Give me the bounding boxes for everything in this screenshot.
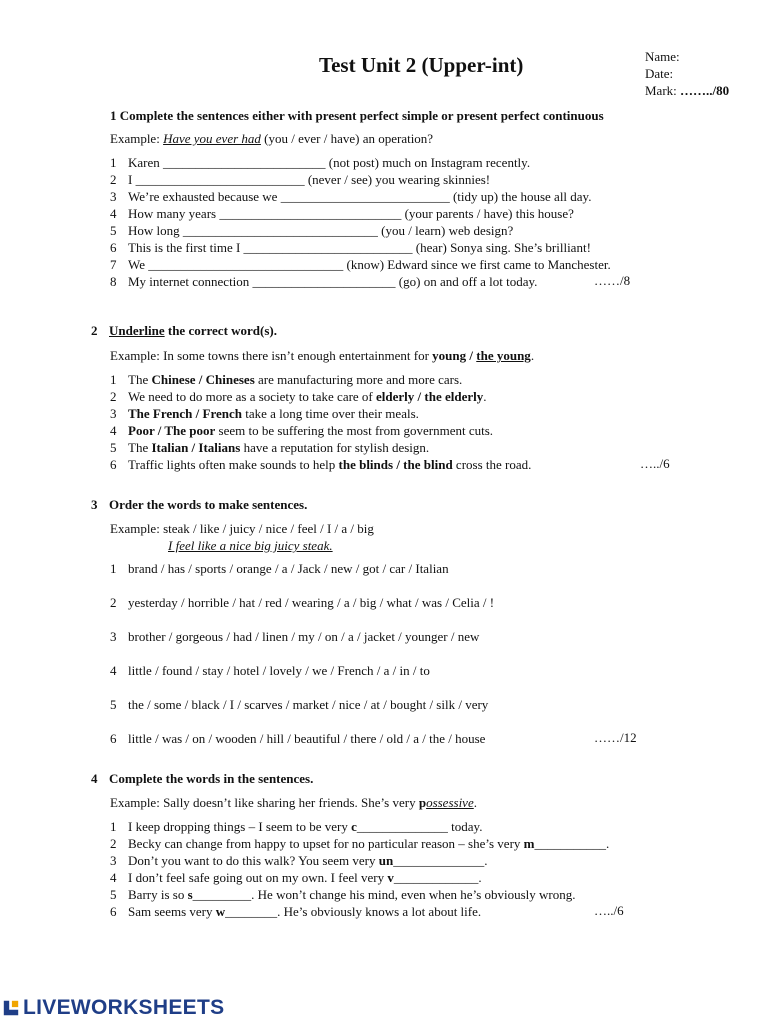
item-text: brand / has / sports / orange / a / Jack / new / got / car / Italian — [128, 561, 449, 576]
s4-item — [110, 835, 609, 852]
item-post: ___________. — [534, 836, 610, 851]
item-text: little / found / stay / hotel / lovely / we / French / a / in / to — [128, 663, 430, 678]
page-title: Test Unit 2 (Upper-int) — [319, 53, 524, 77]
example-option: young — [432, 348, 467, 363]
mark-value: ……../80 — [680, 83, 730, 98]
item-text: brother / gorgeous / had / linen / my / on / a / jacket / younger / new — [128, 629, 480, 644]
item-bold: w — [215, 904, 226, 919]
s3-item — [110, 696, 488, 713]
section-1-score: ……/8 — [594, 273, 631, 288]
item-options[interactable]: elderly / the elderly — [376, 389, 484, 404]
s4-item — [110, 869, 482, 886]
item-post: are manufacturing more and more cars. — [258, 372, 463, 387]
item-bold: un — [378, 853, 394, 868]
mark-row — [645, 82, 729, 99]
s3-item — [110, 560, 449, 577]
example-text: Sally doesn’t like sharing her friends. She’s very — [163, 795, 416, 810]
section-3-example-answer: I feel like a nice big juicy steak. — [168, 538, 333, 553]
item-number: 3 — [110, 406, 117, 421]
liveworksheets-logo[interactable] — [2, 996, 224, 1020]
section-3-score: ……/12 — [594, 730, 637, 745]
item-text: How many years ____________________________ (your parents / have) this house? — [128, 206, 574, 221]
item-text: How long ______________________________ (you / learn) web design? — [128, 223, 514, 238]
item-number: 6 — [110, 904, 117, 919]
item-options[interactable]: Italian / Italians — [151, 440, 241, 455]
section-4-title — [91, 771, 313, 787]
item-text: We’re exhausted because we __________________________ (tidy up) the house all day. — [128, 189, 592, 204]
item-options[interactable]: Poor / The poor — [128, 423, 216, 438]
example-bold: p — [418, 795, 427, 810]
item-number: 1 — [110, 155, 117, 170]
item-number: 6 — [110, 457, 117, 472]
item-number: 2 — [110, 172, 117, 187]
item-pre: Don’t you want to do this walk? You seem very — [128, 853, 376, 868]
item-number: 1 — [110, 819, 117, 834]
item-number: 3 — [110, 853, 117, 868]
item-number: 3 — [110, 629, 117, 644]
item-pre: Becky can change from happy to upset for no particular reason – she’s very — [128, 836, 521, 851]
s2-item — [110, 422, 493, 439]
example-answer: Have you ever had — [163, 131, 261, 146]
example-label: Example: — [110, 521, 160, 536]
item-number: 1 — [110, 561, 117, 576]
item-text: little / was / on / wooden / hill / beautiful / there / old / a / the / house — [128, 731, 486, 746]
s4-item — [110, 818, 482, 835]
section-2-example — [110, 347, 534, 364]
item-number: 5 — [110, 887, 117, 902]
item-text: the / some / black / I / scarves / market / nice / at / bought / silk / very — [128, 697, 489, 712]
example-italic: ossessive — [426, 795, 474, 810]
example-rest: (you / ever / have) an operation? — [264, 131, 434, 146]
item-number: 6 — [110, 731, 117, 746]
item-text: Karen _________________________ (not post) much on Instagram recently. — [128, 155, 531, 170]
section-number: 3 — [91, 497, 98, 512]
s4-item — [110, 903, 481, 920]
example-option-underlined: the young — [476, 348, 531, 363]
s1-item — [110, 222, 513, 239]
logo-icon — [2, 999, 20, 1017]
section-1-title: 1 Complete the sentences either with present perfect simple or present perfect continuous — [110, 108, 604, 123]
item-pre: We need to do more as a society to take care of — [128, 389, 373, 404]
item-post: . — [483, 389, 487, 404]
item-text: We ______________________________ (know) Edward since we first came to Manchester. — [128, 257, 611, 272]
name-label: Name: — [645, 49, 680, 64]
s4-item — [110, 852, 487, 869]
item-text: yesterday / horrible / hat / red / wearing / a / big / what / was / Celia / ! — [128, 595, 495, 610]
item-pre: Traffic lights often make sounds to help — [128, 457, 336, 472]
item-number: 6 — [110, 240, 117, 255]
item-number: 5 — [110, 440, 117, 455]
item-number: 5 — [110, 697, 117, 712]
s2-item — [110, 371, 462, 388]
s3-item — [110, 628, 479, 645]
item-number: 8 — [110, 274, 117, 289]
section-2-title-rest: the correct word(s). — [167, 323, 278, 338]
s2-item — [110, 456, 531, 473]
section-2-title-underline: Underline — [109, 323, 165, 338]
example-text: steak / like / juicy / nice / feel / I / a / big — [163, 521, 374, 536]
s1-item — [110, 256, 611, 273]
logo-text: LIVEWORKSHEETS — [23, 996, 225, 1019]
s2-item — [110, 405, 419, 422]
mark-label: Mark: — [645, 83, 677, 98]
section-2-score: …../6 — [640, 456, 670, 471]
item-options[interactable]: Chinese / Chineses — [151, 372, 255, 387]
date-label: Date: — [645, 66, 674, 81]
s1-item — [110, 239, 591, 256]
item-number: 2 — [110, 389, 117, 404]
section-3-title-text: Order the words to make sentences. — [109, 497, 308, 512]
section-number: 4 — [91, 771, 98, 786]
item-number: 1 — [110, 372, 117, 387]
item-bold: c — [351, 819, 357, 834]
example-label: Example: — [110, 795, 160, 810]
item-post: _____________. — [393, 870, 482, 885]
item-post: ______________. — [393, 853, 488, 868]
section-3-example — [110, 520, 374, 537]
item-post: _________. He won’t change his mind, even when he’s obviously wrong. — [192, 887, 576, 902]
item-post: seem to be suffering the most from government cuts. — [218, 423, 494, 438]
item-text: I __________________________ (never / see) you wearing skinnies! — [128, 172, 491, 187]
example-label: Example: — [110, 348, 160, 363]
s3-item — [110, 662, 430, 679]
item-options[interactable]: The French / French — [128, 406, 242, 421]
s1-item — [110, 171, 490, 188]
item-number: 4 — [110, 206, 117, 221]
s1-item — [110, 273, 537, 290]
s4-item — [110, 886, 576, 903]
item-pre: The — [128, 440, 149, 455]
item-number: 2 — [110, 836, 117, 851]
item-pre: Barry is so — [128, 887, 185, 902]
item-post: take a long time over their meals. — [245, 406, 419, 421]
section-1-example — [110, 130, 433, 147]
section-3-title — [91, 497, 307, 513]
item-number: 4 — [110, 663, 117, 678]
section-number: 2 — [91, 323, 98, 338]
section-2-title — [91, 323, 277, 339]
item-number: 5 — [110, 223, 117, 238]
s2-item — [110, 388, 486, 405]
s1-item — [110, 205, 574, 222]
item-bold: m — [523, 836, 535, 851]
item-post: cross the road. — [455, 457, 532, 472]
s3-item — [110, 594, 494, 611]
item-number: 2 — [110, 595, 117, 610]
item-pre: The — [128, 372, 149, 387]
item-post: have a reputation for stylish design. — [243, 440, 430, 455]
section-4-score: …../6 — [594, 903, 624, 918]
s1-item — [110, 188, 591, 205]
section-4-title-text: Complete the words in the sentences. — [109, 771, 314, 786]
item-number: 4 — [110, 870, 117, 885]
s3-item — [110, 730, 485, 747]
item-text: My internet connection ______________________ (go) on and off a lot today. — [128, 274, 538, 289]
item-bold: s — [187, 887, 193, 902]
item-options[interactable]: the blinds / the blind — [338, 457, 453, 472]
s2-item — [110, 439, 429, 456]
example-end: . — [530, 348, 535, 363]
example-end: . — [473, 795, 477, 810]
item-post: ______________ today. — [356, 819, 483, 834]
item-pre: I keep dropping things – I seem to be very — [128, 819, 348, 834]
example-label: Example: — [110, 131, 160, 146]
item-number: 7 — [110, 257, 117, 272]
example-separator: / — [469, 348, 474, 363]
item-pre: Sam seems very — [128, 904, 213, 919]
item-bold: v — [387, 870, 394, 885]
item-pre: I don’t feel safe going out on my own. I feel very — [128, 870, 385, 885]
item-post: ________. He’s obviously knows a lot about life. — [225, 904, 482, 919]
item-number: 3 — [110, 189, 117, 204]
item-number: 4 — [110, 423, 117, 438]
section-4-example — [110, 794, 477, 811]
example-text: In some towns there isn’t enough entertainment for — [163, 348, 429, 363]
item-text: This is the first time I __________________________ (hear) Sonya sing. She’s brilliant! — [128, 240, 591, 255]
s1-item — [110, 154, 530, 171]
